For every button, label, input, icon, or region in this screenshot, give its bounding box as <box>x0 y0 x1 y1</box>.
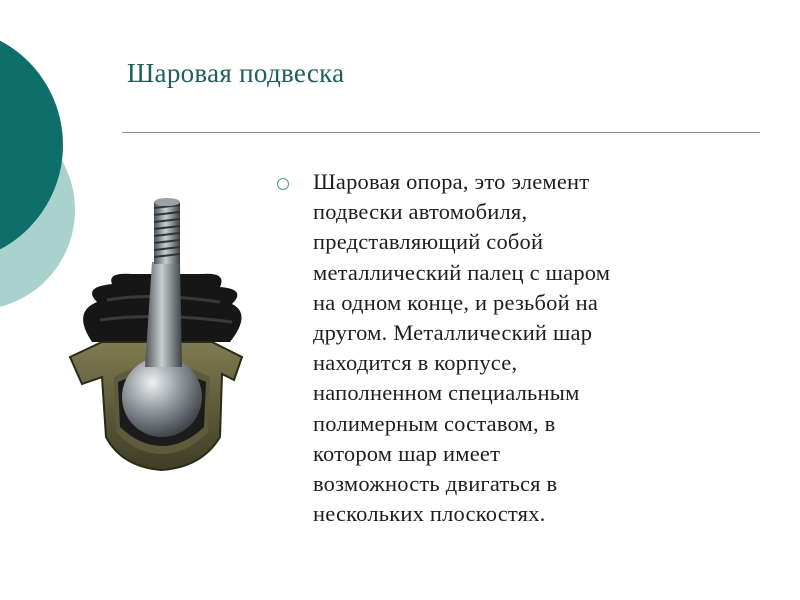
bullet-line: нескольких плоскостях. <box>313 501 546 527</box>
bullet-line: наполненном специальным <box>313 380 580 406</box>
bullet-line: возможность двигаться в <box>313 471 558 497</box>
bullet-icon <box>277 178 289 190</box>
bullet-line: полимерным составом, в <box>313 410 556 436</box>
bullet-line: котором шар имеет <box>313 440 501 466</box>
ball <box>122 357 202 437</box>
ball-joint-image <box>52 192 252 482</box>
slide-title: Шаровая подвеска <box>127 58 345 88</box>
bullet-line: представляющий собой <box>313 229 544 255</box>
bullet-line: другом. Металлический шар <box>313 320 593 346</box>
bullet-line: Шаровая опора, это элемент <box>313 169 590 194</box>
bullet-line: на одном конце, и резьбой на <box>313 289 599 315</box>
bullet-line: металлический палец с шаром <box>313 259 611 285</box>
bullet-line: подвески автомобиля, <box>313 199 528 225</box>
bullet-line: находится в корпусе, <box>313 350 518 376</box>
bullet-text <box>313 167 610 529</box>
title-divider <box>122 132 760 133</box>
